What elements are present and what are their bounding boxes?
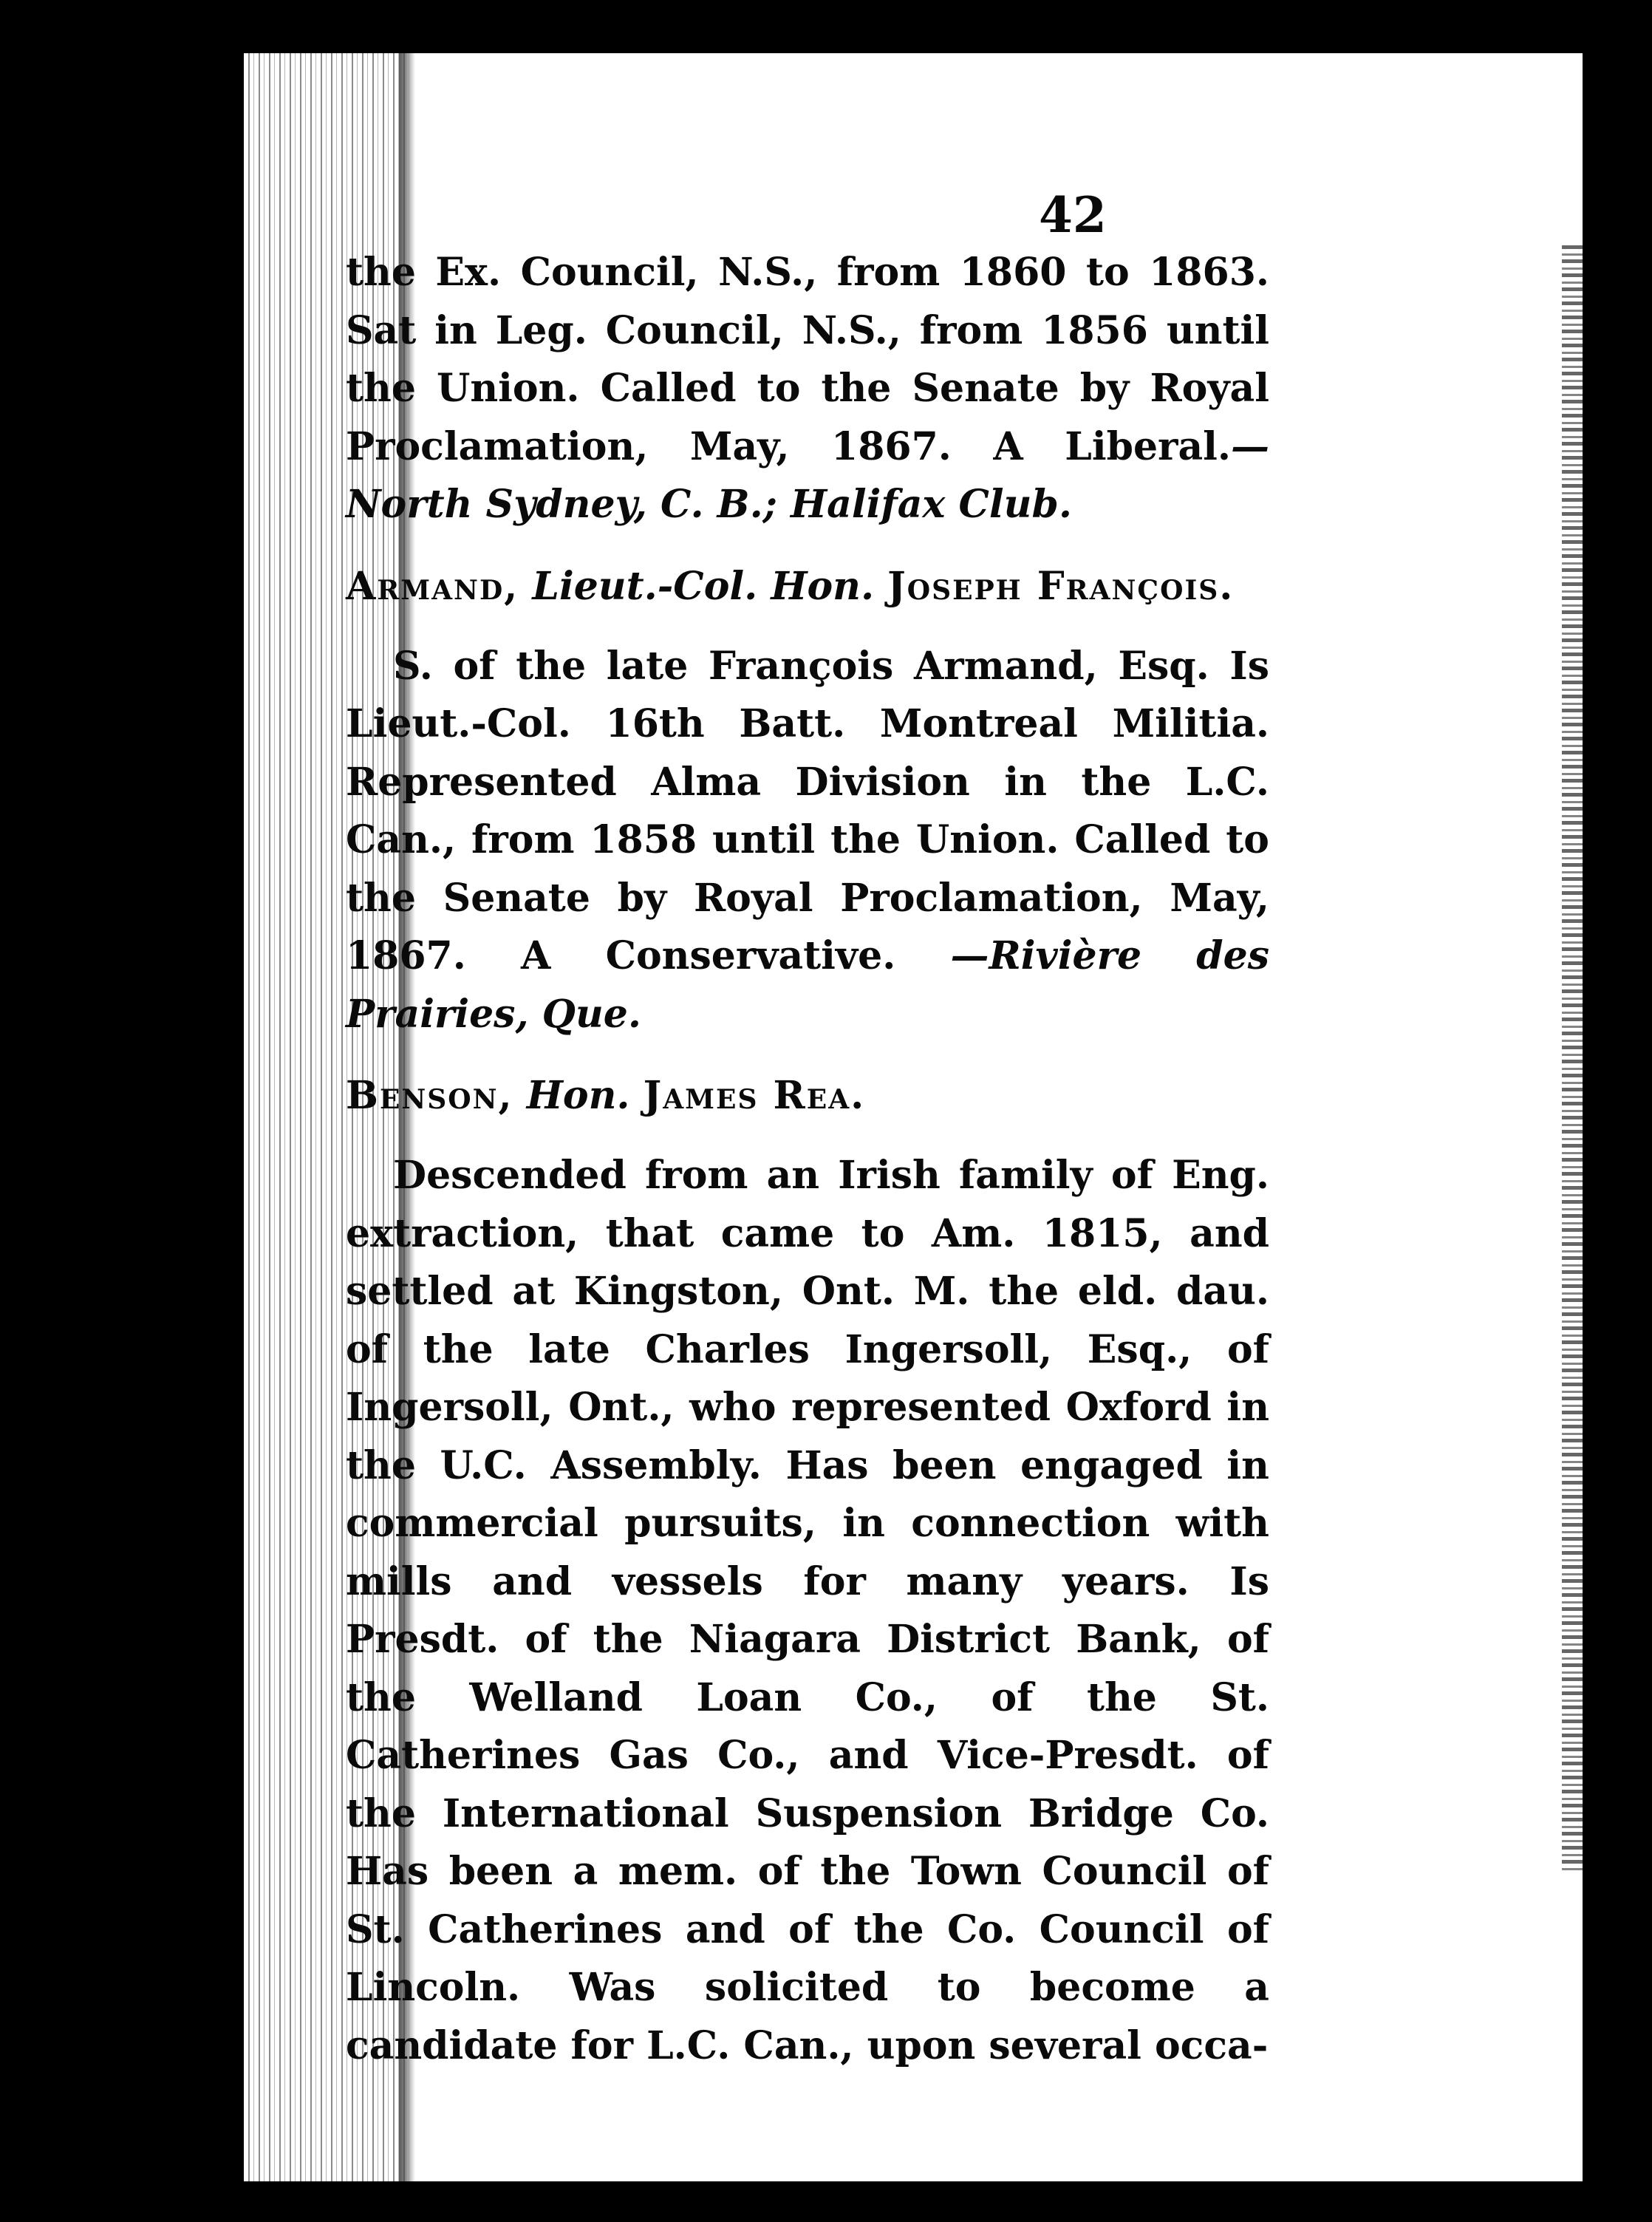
entry-body-benson [346, 1147, 1269, 2075]
continuation-text: the Ex. Council, N.S., from 1860 to 1863. Sat in Leg. Council, N.S., from 1856 until the Union. Called to the Senate by Royal Proclamation, May, 1867. A Liberal. [346, 250, 1269, 469]
page-number: 42 [1039, 186, 1107, 244]
entry-heading-benson [346, 1067, 1269, 1125]
entry-body-text: S. of the late François Armand, Esq. Is Lieut.-Col. 16th Batt. Montreal Militia. Represented Alma Division in the L.C. Can., from 1858 until the Union. Called to the Senate by Royal Proclamation, May, 1867. A Conservative. [346, 643, 1269, 978]
page-text [346, 244, 1269, 2075]
entry-heading-armand [346, 558, 1269, 616]
entry-address: —Rivière des Prairies, Que. [346, 933, 1269, 1037]
entry-body-text: Descended from an Irish family of Eng. extraction, that came to Am. 1815, and settled at Kingston, Ont. M. the eld. dau. of the late Charles Ingersoll, Esq., of Ingersoll, Ont., who represented Oxford in the U.C. Assembly. Has been engaged in commercial pursuits, in connection with mills and vessels for many years. Is Presdt. of the Niagara District Bank, of the Welland Loan Co., of the St. Catherines Gas Co., and Vice-Presdt. of the International Suspension Bridge Co. Has been a mem. of the Town Council of St. Catherines and of the Co. Council of Lincoln. Was solicited to become a candidate for L.C. Can., upon several occa- [346, 1153, 1269, 2068]
entry-given-names: Joseph François. [887, 563, 1235, 609]
entry-title: Lieut.-Col. Hon. [532, 563, 875, 609]
entry-surname: Benson, [346, 1073, 513, 1118]
right-page-edge-decoration [1562, 245, 1583, 1871]
continuation-paragraph [346, 244, 1269, 534]
entry-surname: Armand, [346, 563, 519, 609]
continuation-address: —North Sydney, C. B.; Halifax Club. [346, 423, 1269, 527]
entry-title: Hon. [526, 1073, 630, 1118]
entry-body-armand [346, 638, 1269, 1044]
entry-given-names: James Rea. [643, 1073, 866, 1118]
